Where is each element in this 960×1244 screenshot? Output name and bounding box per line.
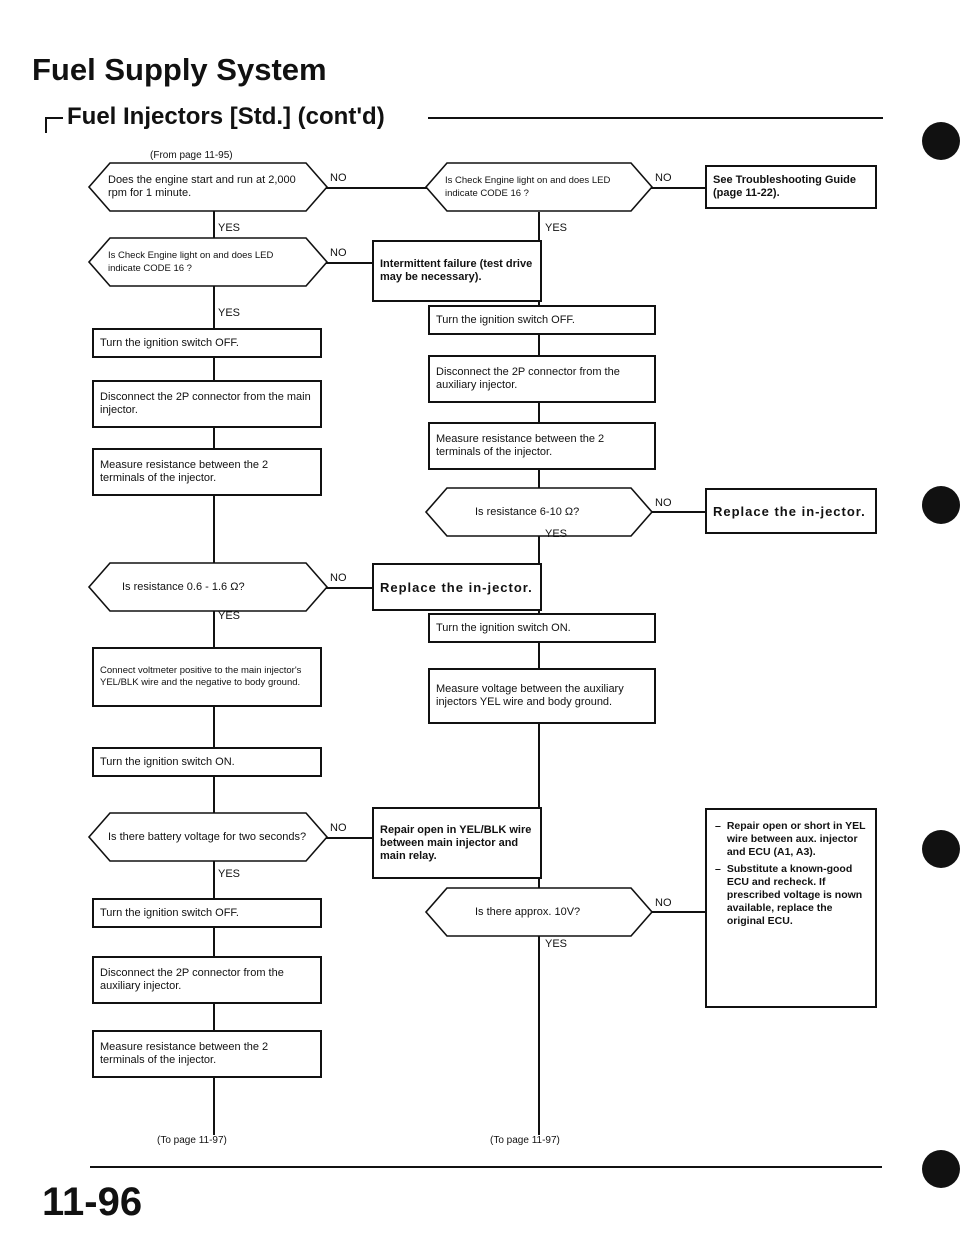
binding-hole: [922, 830, 960, 868]
subtitle-left-rule: [45, 117, 63, 119]
page-title: Fuel Supply System: [32, 52, 327, 87]
repair-item: – Substitute a known-good ECU and recheck. If prescribed voltage is nown available, replace the original ECU.: [715, 863, 863, 927]
decision-battery-voltage: Is there battery voltage for two seconds?: [88, 812, 328, 862]
step-ignition-on: Turn the ignition switch ON.: [92, 747, 322, 777]
to-page-ref-right: (To page 11-97): [490, 1135, 560, 1146]
repair-item: – Repair open or short in YEL wire between aux. injector and ECU (A1, A3).: [715, 820, 866, 858]
label-yes: YES: [218, 868, 241, 880]
decision-code16-left: Is Check Engine light on and does LED indicate CODE 16 ?: [88, 237, 328, 287]
flow-line: [325, 187, 427, 189]
label-yes: YES: [218, 307, 241, 319]
decision-code16-right: Is Check Engine light on and does LED indicate CODE 16 ?: [425, 162, 653, 212]
step-measure-resistance-right: Measure resistance between the 2 terminals of the injector.: [428, 422, 656, 470]
result-replace-aux: Replace the in-jector.: [705, 488, 877, 534]
step-disconnect-aux: Disconnect the 2P connector from the auxiliary injector.: [92, 956, 322, 1004]
from-page-ref: (From page 11-95): [150, 150, 233, 161]
subtitle-right-rule: [428, 117, 883, 119]
label-no: NO: [330, 247, 347, 259]
step-measure-resistance-2: Measure resistance between the 2 terminals of the injector.: [92, 1030, 322, 1078]
result-see-troubleshooting: See Troubleshooting Guide (page 11-22).: [705, 165, 877, 209]
step-ignition-off-right: Turn the ignition switch OFF.: [428, 305, 656, 335]
label-yes: YES: [545, 528, 568, 540]
subtitle-left-tick: [45, 117, 47, 133]
label-no: NO: [330, 172, 347, 184]
result-repair-yelblk: Repair open in YEL/BLK wire between main injector and main relay.: [372, 807, 542, 879]
step-measure-voltage: Measure voltage between the auxiliary injectors YEL wire and body ground.: [428, 668, 656, 724]
page-number: 11-96: [42, 1180, 143, 1224]
step-ignition-off-2: Turn the ignition switch OFF.: [92, 898, 322, 928]
label-yes: YES: [545, 938, 568, 950]
to-page-ref-left: (To page 11-97): [157, 1135, 227, 1146]
step-connect-voltmeter: Connect voltmeter positive to the main injector's YEL/BLK wire and the negative to body ground.: [92, 647, 322, 707]
decision-resistance-aux: Is resistance 6-10 Ω?: [425, 487, 653, 537]
flow-line: [325, 262, 373, 264]
label-yes: YES: [545, 222, 568, 234]
label-no: NO: [330, 822, 347, 834]
result-intermittent: Intermittent failure (test drive may be necessary).: [372, 240, 542, 302]
label-no: NO: [655, 497, 672, 509]
flow-line: [325, 837, 373, 839]
result-repair-ecu: [705, 808, 877, 1008]
step-measure-resistance: Measure resistance between the 2 terminals of the injector.: [92, 448, 322, 496]
step-ignition-off: Turn the ignition switch OFF.: [92, 328, 322, 358]
decision-resistance-main: Is resistance 0.6 - 1.6 Ω?: [88, 562, 328, 612]
label-yes: YES: [218, 222, 241, 234]
binding-hole: [922, 122, 960, 160]
decision-engine-runs: Does the engine start and run at 2,000 rpm for 1 minute.: [88, 162, 328, 212]
flow-line: [650, 511, 706, 513]
label-yes: YES: [218, 610, 241, 622]
flow-line: [325, 587, 373, 589]
step-disconnect-aux-right: Disconnect the 2P connector from the auxiliary injector.: [428, 355, 656, 403]
result-replace-main: Replace the in-jector.: [372, 563, 542, 611]
step-ignition-on-right: Turn the ignition switch ON.: [428, 613, 656, 643]
flow-line: [650, 911, 706, 913]
label-no: NO: [655, 897, 672, 909]
label-no: NO: [330, 572, 347, 584]
label-no: NO: [655, 172, 672, 184]
page-subtitle: Fuel Injectors [Std.] (cont'd): [67, 103, 385, 130]
binding-hole: [922, 486, 960, 524]
binding-hole: [922, 1150, 960, 1188]
flow-line: [650, 187, 706, 189]
decision-approx-10v: Is there approx. 10V?: [425, 887, 653, 937]
step-disconnect-main: Disconnect the 2P connector from the main injector.: [92, 380, 322, 428]
bottom-rule: [90, 1166, 882, 1168]
